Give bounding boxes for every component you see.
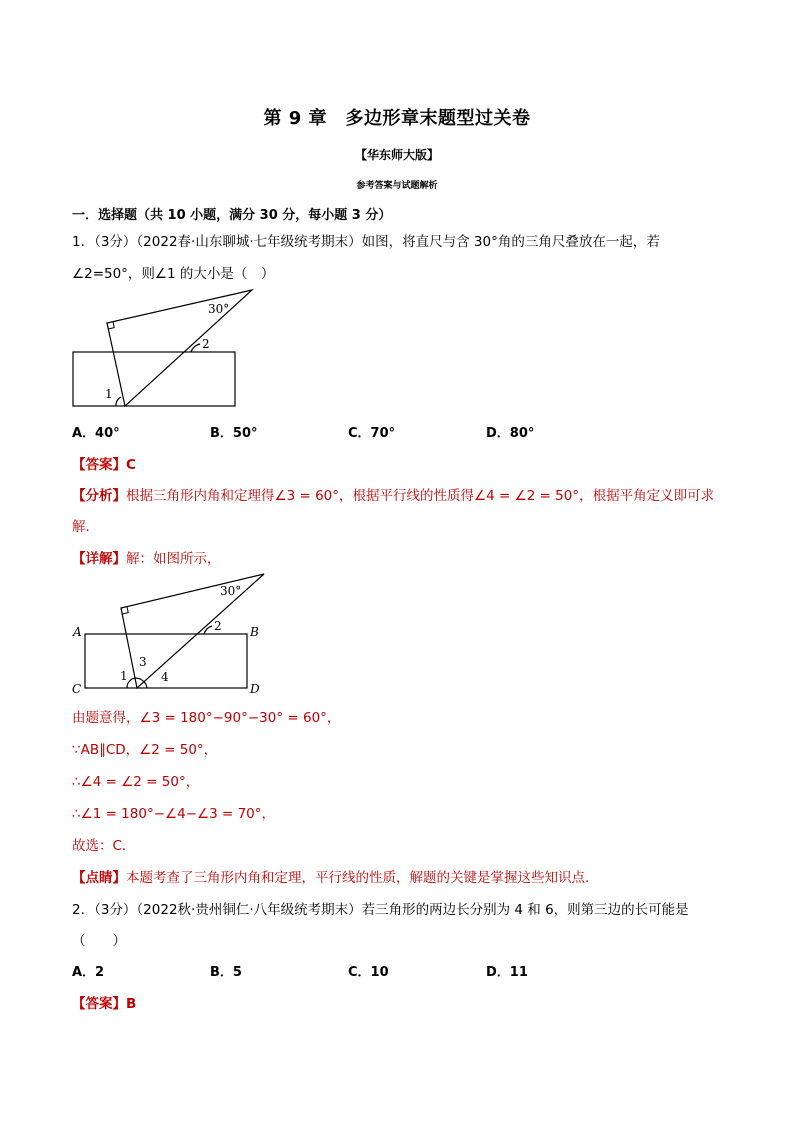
fig2-angle-3: 3 — [139, 655, 147, 669]
q1-step-2: ∵AB∥CD，∠2 = 50°， — [72, 742, 218, 758]
section-heading: 一．选择题（共 10 小题，满分 30 分，每小题 3 分） — [72, 208, 392, 223]
q1-answer-row — [72, 453, 136, 473]
q2-answer-tag: 【答案】 — [72, 996, 126, 1012]
fig1-angle-1: 1 — [105, 387, 113, 401]
q1-option-d: D．80° — [486, 426, 535, 441]
q2-option-b: B．5 — [210, 965, 242, 980]
answer-note: 参考答案与试题解析 — [356, 181, 438, 191]
q1-analysis-text: 根据三角形内角和定理得∠3 = 60°，根据平行线的性质得∠4 = ∠2 = 50°，根据平角定义即可求 — [126, 488, 715, 504]
q2-line1: 2．（3分）（2022秋·贵州铜仁·八年级统考期末）若三角形的两边长分别为 4 和 6，则第三边的长可能是 — [72, 902, 689, 918]
q1-step-4: ∴∠1 = 180°−∠4−∠3 = 70°， — [72, 806, 276, 822]
q2-option-c: C．10 — [348, 965, 389, 980]
q1-detail-row — [72, 547, 221, 567]
q1-line1: 1．（3分）（2022春·山东聊城·七年级统考期末）如图，将直尺与含 30°角的三角尺叠放在一起，若 — [72, 234, 660, 250]
q2-option-a: A．2 — [72, 965, 105, 980]
fig2-point-a: A — [73, 625, 82, 639]
q1-analysis-row — [72, 484, 714, 504]
triangle-2 — [121, 574, 264, 688]
q1-step-5: 故选：C． — [72, 838, 136, 854]
fig2-angle-1: 1 — [120, 669, 128, 683]
q1-comment-row — [72, 866, 599, 886]
q1-option-c: C．70° — [348, 426, 396, 441]
fig2-angle-4: 4 — [161, 670, 169, 684]
q2-line2: （ ） — [72, 933, 126, 949]
q1-option-b: B．50° — [210, 426, 258, 441]
q2-answer: B — [126, 996, 137, 1012]
triangle — [107, 290, 252, 406]
q2-option-d: D．11 — [486, 965, 528, 980]
fig2-point-b: B — [250, 625, 259, 639]
answer-tag: 【答案】 — [72, 457, 126, 473]
figure-1 — [60, 280, 270, 415]
q1-option-a: A．40° — [72, 426, 120, 441]
q1-answer: C — [126, 457, 136, 473]
q1-step-1: 由题意得，∠3 = 180°−90°−30° = 60°， — [72, 710, 341, 726]
fig2-point-d: D — [250, 682, 260, 696]
analysis-tag: 【分析】 — [72, 488, 126, 504]
q1-detail-intro: 解：如图所示， — [126, 551, 221, 567]
page-title: 第 9 章 多边形章末题型过关卷 — [263, 108, 531, 129]
detail-tag: 【详解】 — [72, 551, 126, 567]
fig1-angle-2: 2 — [202, 337, 210, 351]
edition-label: 【华东师大版】 — [354, 148, 439, 162]
fig2-angle-2: 2 — [214, 619, 222, 633]
q2-answer-row — [72, 992, 136, 1012]
q1-line2: ∠2=50°，则∠1 的大小是（ ） — [72, 266, 275, 282]
fig2-point-c: C — [72, 682, 82, 696]
figure-2 — [70, 566, 270, 698]
q1-analysis-line2: 解． — [72, 519, 99, 535]
q1-step-3: ∴∠4 = ∠2 = 50°， — [72, 774, 200, 790]
comment-tag: 【点睛】 — [72, 870, 126, 886]
q1-comment: 本题考查了三角形内角和定理，平行线的性质，解题的关键是掌握这些知识点． — [126, 870, 599, 886]
fig2-angle-30: 30° — [220, 584, 242, 598]
fig1-angle-30: 30° — [208, 302, 230, 316]
